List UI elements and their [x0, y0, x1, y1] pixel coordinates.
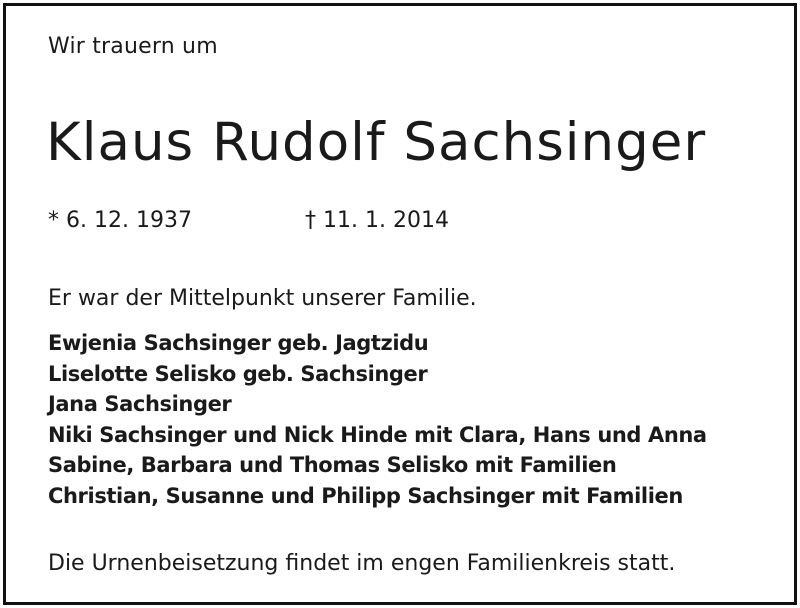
mourner-entry: Ewjenia Sachsinger geb. Jagtzidu: [48, 331, 429, 355]
mourner-entry: Jana Sachsinger: [48, 392, 232, 416]
closing-text: Die Urnenbeisetzung findet im engen Familienkreis statt.: [48, 551, 676, 576]
intro-text: Wir trauern um: [48, 34, 218, 59]
mourner-entry: Liselotte Selisko geb. Sachsinger: [48, 361, 428, 386]
mourners-list: [48, 328, 707, 511]
mourner-entry: Niki Sachsinger und Nick Hinde mit Clara, Hans und Anna: [48, 422, 707, 447]
tagline: Er war der Mittelpunkt unserer Familie.: [48, 286, 477, 311]
obituary-frame: [3, 3, 797, 605]
mourner-entry: Christian, Susanne und Philipp Sachsinger mit Familien: [48, 483, 683, 508]
birth-date: * 6. 12. 1937: [48, 208, 192, 233]
deceased-name: Klaus Rudolf Sachsinger: [46, 112, 707, 173]
death-date: † 11. 1. 2014: [305, 208, 449, 233]
mourner-entry: Sabine, Barbara und Thomas Selisko mit Familien: [48, 453, 617, 477]
